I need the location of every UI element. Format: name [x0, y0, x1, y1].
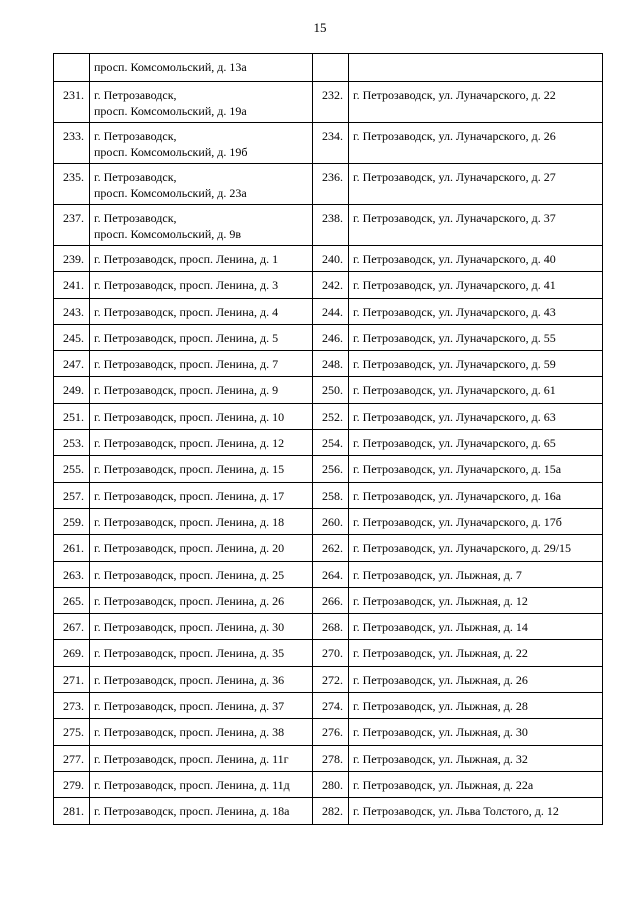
address-right: г. Петрозаводск, ул. Лыжная, д. 26	[349, 666, 603, 692]
table-row	[54, 377, 603, 403]
table-row	[54, 745, 603, 771]
row-number-left	[54, 54, 90, 82]
row-number-right	[313, 54, 349, 82]
row-number-left: 273.	[54, 693, 90, 719]
address-right: г. Петрозаводск, ул. Луначарского, д. 16а	[349, 482, 603, 508]
table-row	[54, 205, 603, 246]
row-number-left: 281.	[54, 798, 90, 824]
table-row	[54, 666, 603, 692]
address-left: г. Петрозаводск, просп. Комсомольский, д. 9в	[90, 205, 313, 246]
row-number-left: 241.	[54, 272, 90, 298]
row-number-left: 235.	[54, 164, 90, 205]
address-left: г. Петрозаводск, просп. Ленина, д. 18а	[90, 798, 313, 824]
row-number-right: 254.	[313, 430, 349, 456]
row-number-left: 253.	[54, 430, 90, 456]
address-left: г. Петрозаводск, просп. Комсомольский, д. 23а	[90, 164, 313, 205]
address-left: г. Петрозаводск, просп. Ленина, д. 11д	[90, 771, 313, 797]
address-left: г. Петрозаводск, просп. Ленина, д. 1	[90, 246, 313, 272]
address-left: г. Петрозаводск, просп. Ленина, д. 18	[90, 508, 313, 534]
address-left: просп. Комсомольский, д. 13а	[90, 54, 313, 82]
row-number-right: 276.	[313, 719, 349, 745]
table-row	[54, 798, 603, 824]
address-right: г. Петрозаводск, ул. Луначарского, д. 65	[349, 430, 603, 456]
table-row	[54, 771, 603, 797]
row-number-left: 275.	[54, 719, 90, 745]
table-row	[54, 456, 603, 482]
address-left: г. Петрозаводск, просп. Ленина, д. 36	[90, 666, 313, 692]
row-number-right: 268.	[313, 614, 349, 640]
address-right: г. Петрозаводск, ул. Луначарского, д. 22	[349, 82, 603, 123]
address-right: г. Петрозаводск, ул. Луначарского, д. 17б	[349, 508, 603, 534]
table-row	[54, 640, 603, 666]
table-row	[54, 614, 603, 640]
table-row	[54, 719, 603, 745]
row-number-right: 232.	[313, 82, 349, 123]
address-right: г. Петрозаводск, ул. Луначарского, д. 27	[349, 164, 603, 205]
row-number-left: 255.	[54, 456, 90, 482]
row-number-left: 247.	[54, 351, 90, 377]
address-left: г. Петрозаводск, просп. Ленина, д. 10	[90, 403, 313, 429]
row-number-right: 250.	[313, 377, 349, 403]
table-row	[54, 272, 603, 298]
row-number-right: 234.	[313, 123, 349, 164]
row-number-left: 271.	[54, 666, 90, 692]
row-number-left: 231.	[54, 82, 90, 123]
address-left: г. Петрозаводск, просп. Ленина, д. 12	[90, 430, 313, 456]
row-number-left: 245.	[54, 324, 90, 350]
row-number-right: 244.	[313, 298, 349, 324]
address-left: г. Петрозаводск, просп. Ленина, д. 37	[90, 693, 313, 719]
table-row	[54, 693, 603, 719]
row-number-right: 248.	[313, 351, 349, 377]
row-number-right: 262.	[313, 535, 349, 561]
row-number-right: 266.	[313, 587, 349, 613]
table-row	[54, 123, 603, 164]
table-row	[54, 164, 603, 205]
row-number-right: 252.	[313, 403, 349, 429]
row-number-right: 242.	[313, 272, 349, 298]
address-left: г. Петрозаводск, просп. Ленина, д. 11г	[90, 745, 313, 771]
address-left: г. Петрозаводск, просп. Ленина, д. 9	[90, 377, 313, 403]
table-row	[54, 324, 603, 350]
address-right: г. Петрозаводск, ул. Лыжная, д. 22	[349, 640, 603, 666]
address-left: г. Петрозаводск, просп. Ленина, д. 5	[90, 324, 313, 350]
address-right: г. Петрозаводск, ул. Лыжная, д. 7	[349, 561, 603, 587]
address-right: г. Петрозаводск, ул. Луначарского, д. 40	[349, 246, 603, 272]
address-left: г. Петрозаводск, просп. Ленина, д. 30	[90, 614, 313, 640]
row-number-left: 261.	[54, 535, 90, 561]
row-number-left: 259.	[54, 508, 90, 534]
row-number-right: 240.	[313, 246, 349, 272]
address-right: г. Петрозаводск, ул. Луначарского, д. 29/15	[349, 535, 603, 561]
address-right: г. Петрозаводск, ул. Луначарского, д. 59	[349, 351, 603, 377]
table-row	[54, 587, 603, 613]
row-number-left: 267.	[54, 614, 90, 640]
address-right: г. Петрозаводск, ул. Лыжная, д. 12	[349, 587, 603, 613]
table-row	[54, 561, 603, 587]
row-number-left: 233.	[54, 123, 90, 164]
address-right: г. Петрозаводск, ул. Лыжная, д. 30	[349, 719, 603, 745]
address-left: г. Петрозаводск, просп. Ленина, д. 25	[90, 561, 313, 587]
address-right: г. Петрозаводск, ул. Луначарского, д. 55	[349, 324, 603, 350]
address-left: г. Петрозаводск, просп. Комсомольский, д. 19а	[90, 82, 313, 123]
row-number-left: 243.	[54, 298, 90, 324]
table-row	[54, 246, 603, 272]
row-number-right: 260.	[313, 508, 349, 534]
page-number: 15	[313, 20, 327, 35]
row-number-left: 251.	[54, 403, 90, 429]
address-right: г. Петрозаводск, ул. Луначарского, д. 63	[349, 403, 603, 429]
address-left: г. Петрозаводск, просп. Ленина, д. 7	[90, 351, 313, 377]
address-left: г. Петрозаводск, просп. Комсомольский, д. 19б	[90, 123, 313, 164]
table-row	[54, 508, 603, 534]
table-row	[54, 82, 603, 123]
address-right: г. Петрозаводск, ул. Луначарского, д. 26	[349, 123, 603, 164]
address-left: г. Петрозаводск, просп. Ленина, д. 26	[90, 587, 313, 613]
address-right: г. Петрозаводск, ул. Луначарского, д. 37	[349, 205, 603, 246]
address-left: г. Петрозаводск, просп. Ленина, д. 17	[90, 482, 313, 508]
address-left: г. Петрозаводск, просп. Ленина, д. 38	[90, 719, 313, 745]
address-right	[349, 54, 603, 82]
address-right: г. Петрозаводск, ул. Луначарского, д. 41	[349, 272, 603, 298]
address-table	[53, 53, 603, 825]
table-row	[54, 482, 603, 508]
address-left: г. Петрозаводск, просп. Ленина, д. 3	[90, 272, 313, 298]
table-row	[54, 430, 603, 456]
row-number-right: 274.	[313, 693, 349, 719]
row-number-left: 265.	[54, 587, 90, 613]
row-number-left: 257.	[54, 482, 90, 508]
row-number-right: 264.	[313, 561, 349, 587]
row-number-right: 272.	[313, 666, 349, 692]
row-number-right: 258.	[313, 482, 349, 508]
row-number-left: 239.	[54, 246, 90, 272]
row-number-left: 279.	[54, 771, 90, 797]
row-number-left: 269.	[54, 640, 90, 666]
row-number-right: 236.	[313, 164, 349, 205]
address-right: г. Петрозаводск, ул. Лыжная, д. 28	[349, 693, 603, 719]
row-number-left: 263.	[54, 561, 90, 587]
row-number-right: 238.	[313, 205, 349, 246]
table-row	[54, 535, 603, 561]
row-number-left: 237.	[54, 205, 90, 246]
row-number-right: 270.	[313, 640, 349, 666]
address-right: г. Петрозаводск, ул. Луначарского, д. 43	[349, 298, 603, 324]
address-right: г. Петрозаводск, ул. Луначарского, д. 15а	[349, 456, 603, 482]
row-number-right: 280.	[313, 771, 349, 797]
address-right: г. Петрозаводск, ул. Лыжная, д. 14	[349, 614, 603, 640]
address-left: г. Петрозаводск, просп. Ленина, д. 20	[90, 535, 313, 561]
address-left: г. Петрозаводск, просп. Ленина, д. 15	[90, 456, 313, 482]
address-table-body	[54, 54, 603, 825]
row-number-right: 282.	[313, 798, 349, 824]
address-right: г. Петрозаводск, ул. Льва Толстого, д. 12	[349, 798, 603, 824]
row-number-right: 246.	[313, 324, 349, 350]
address-left: г. Петрозаводск, просп. Ленина, д. 35	[90, 640, 313, 666]
address-left: г. Петрозаводск, просп. Ленина, д. 4	[90, 298, 313, 324]
address-right: г. Петрозаводск, ул. Лыжная, д. 22а	[349, 771, 603, 797]
table-row	[54, 403, 603, 429]
table-row	[54, 351, 603, 377]
row-number-left: 249.	[54, 377, 90, 403]
address-right: г. Петрозаводск, ул. Луначарского, д. 61	[349, 377, 603, 403]
row-number-right: 256.	[313, 456, 349, 482]
table-row	[54, 298, 603, 324]
address-right: г. Петрозаводск, ул. Лыжная, д. 32	[349, 745, 603, 771]
table-row	[54, 54, 603, 82]
row-number-left: 277.	[54, 745, 90, 771]
row-number-right: 278.	[313, 745, 349, 771]
